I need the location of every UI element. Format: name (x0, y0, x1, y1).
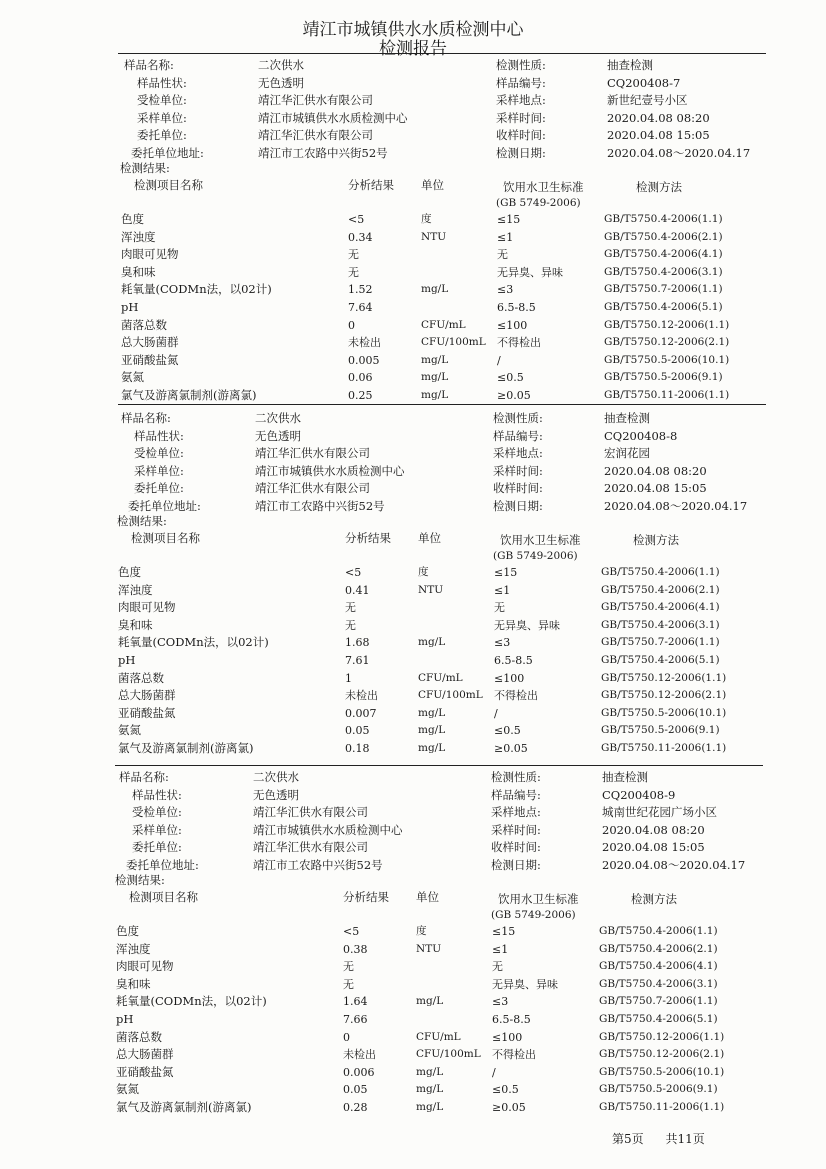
cell-item: 总大肠菌群 (121, 335, 179, 350)
label-sample-property: 样品性状: (137, 75, 187, 90)
value-test-date: 2020.04.08～2020.04.17 (602, 857, 746, 872)
cell-result: 0.25 (348, 389, 373, 402)
cell-result: 0.34 (348, 230, 373, 244)
cell-item: 浑浊度 (116, 941, 151, 956)
cell-method: GB/T5750.12-2006(2.1) (599, 1048, 725, 1061)
cell-standard: ≤15 (494, 566, 518, 579)
cell-item: 亚硝酸盐氮 (118, 705, 176, 720)
cell-unit: mg/L (416, 1101, 444, 1113)
label-sample-name: 样品名称: (124, 58, 174, 72)
cell-item: 氨氮 (116, 1082, 139, 1097)
cell-unit: NTU (416, 942, 442, 955)
cell-result: 未检出 (345, 689, 378, 703)
cell-standard: ≤3 (494, 636, 511, 650)
cell-standard: 无 (497, 248, 508, 262)
label-receive-time: 收样时间: (491, 840, 541, 854)
cell-standard: 无异臭、异味 (497, 265, 563, 279)
value-sampling-time: 2020.04.08 08:20 (607, 110, 710, 125)
label-sampling-site: 采样地点: (496, 93, 546, 107)
cell-unit: 度 (418, 566, 429, 578)
cell-method: GB/T5750.4-2006(3.1) (601, 618, 720, 631)
value-inspected-unit: 靖江华汇供水有限公司 (255, 446, 370, 460)
cell-result: <5 (343, 925, 360, 938)
cell-method: GB/T5750.5-2006(10.1) (599, 1065, 725, 1078)
column-header-standard: 饮用水卫生标准 (500, 533, 581, 547)
cell-item: 肉眼可见物 (121, 247, 179, 262)
label-sampling-time: 采样时间: (493, 463, 543, 478)
cell-method: GB/T5750.5-2006(10.1) (604, 353, 730, 366)
value-test-nature: 抽查检测 (602, 770, 648, 784)
cell-unit: CFU/mL (418, 671, 463, 684)
cell-standard: / (497, 353, 501, 367)
cell-unit: 度 (416, 925, 427, 937)
cell-item: 色度 (116, 924, 139, 938)
cell-unit: 度 (421, 213, 432, 225)
value-entrust-address: 靖江市工农路中兴街52号 (253, 857, 383, 872)
cell-unit: CFU/100mL (416, 1048, 481, 1061)
cell-method: GB/T5750.7-2006(1.1) (599, 995, 718, 1008)
column-header-result: 分析结果 (343, 890, 389, 904)
cell-standard: ≤0.5 (494, 724, 521, 738)
cell-standard: ≤100 (492, 1030, 523, 1044)
cell-item: 亚硝酸盐氮 (121, 352, 179, 367)
cell-standard: ≤100 (497, 318, 528, 332)
cell-unit: mg/L (416, 1083, 444, 1096)
cell-unit: mg/L (418, 724, 446, 737)
cell-standard: ≥0.05 (497, 389, 531, 402)
cell-result: 7.61 (345, 654, 370, 667)
report-subtitle: 检测报告 (379, 39, 447, 59)
cell-method: GB/T5750.12-2006(2.1) (604, 336, 730, 349)
cell-item: 耗氧量(CODMn法，以02计) (116, 994, 267, 1009)
column-header-standard-sub: (GB 5749-2006) (493, 550, 578, 562)
cell-standard: 6.5-8.5 (492, 1013, 531, 1026)
cell-result: 0.28 (343, 1101, 368, 1114)
cell-standard: ≤1 (497, 230, 514, 244)
cell-result: 未检出 (343, 1048, 376, 1062)
cell-item: 臭和味 (116, 976, 151, 991)
cell-standard: ≤1 (494, 583, 511, 597)
cell-standard: 不得检出 (492, 1048, 536, 1062)
label-test-date: 检测日期: (496, 145, 546, 160)
cell-result: 7.66 (343, 1013, 368, 1026)
cell-standard: ≤15 (497, 213, 521, 226)
cell-method: GB/T5750.4-2006(3.1) (599, 977, 718, 990)
cell-item: 耗氧量(CODMn法，以02计) (118, 635, 269, 650)
value-receive-time: 2020.04.08 15:05 (607, 128, 710, 142)
cell-item: 浑浊度 (121, 229, 156, 244)
label-entrust-unit: 委托单位: (137, 128, 187, 142)
cell-item: 色度 (121, 212, 144, 226)
value-sampling-time: 2020.04.08 08:20 (604, 463, 707, 478)
cell-item: pH (121, 300, 139, 314)
cell-unit: CFU/100mL (421, 336, 486, 349)
label-sample-name: 样品名称: (121, 411, 171, 425)
cell-method: GB/T5750.4-2006(2.1) (604, 230, 723, 243)
cell-method: GB/T5750.7-2006(1.1) (601, 636, 720, 649)
cell-result: 0 (343, 1030, 350, 1044)
label-sampling-time: 采样时间: (491, 822, 541, 837)
column-header-unit: 单位 (416, 890, 439, 904)
cell-method: GB/T5750.5-2006(10.1) (601, 706, 727, 719)
cell-standard: ≤3 (497, 283, 514, 297)
cell-result: 无 (348, 248, 359, 262)
label-sample-property: 样品性状: (134, 428, 184, 443)
cell-result: 未检出 (348, 336, 381, 350)
cell-item: 氯气及游离氯制剂(游离氯) (118, 741, 254, 755)
value-sampling-unit: 靖江市城镇供水水质检测中心 (255, 463, 405, 478)
cell-result: 0.05 (345, 724, 370, 738)
cell-standard: ≥0.05 (492, 1101, 526, 1114)
cell-unit: mg/L (421, 353, 449, 366)
cell-standard: ≥0.05 (494, 742, 528, 755)
column-header-method: 检测方法 (636, 180, 682, 194)
cell-result: 0.38 (343, 942, 368, 956)
cell-item: 肉眼可见物 (118, 600, 176, 615)
cell-method: GB/T5750.12-2006(2.1) (601, 689, 727, 702)
cell-standard: 无 (492, 960, 503, 974)
value-inspected-unit: 靖江华汇供水有限公司 (253, 805, 368, 819)
column-header-item: 检测项目名称 (134, 178, 203, 192)
cell-result: <5 (345, 566, 362, 579)
cell-result: 0.005 (348, 353, 380, 367)
cell-item: 菌落总数 (121, 317, 167, 332)
label-sampling-unit: 采样单位: (137, 110, 187, 125)
cell-method: GB/T5750.4-2006(1.1) (601, 566, 720, 578)
label-test-date: 检测日期: (491, 857, 541, 872)
cell-item: 臭和味 (118, 617, 153, 632)
column-header-standard-sub: (GB 5749-2006) (491, 909, 576, 921)
cell-standard: 不得检出 (494, 689, 538, 703)
cell-method: GB/T5750.4-2006(1.1) (599, 925, 718, 937)
cell-result: 1.52 (348, 283, 373, 297)
label-test-nature: 检测性质: (491, 770, 541, 784)
value-receive-time: 2020.04.08 15:05 (602, 840, 705, 854)
cell-result: 0.06 (348, 371, 373, 385)
value-test-nature: 抽查检测 (604, 411, 650, 425)
cell-unit: mg/L (416, 995, 444, 1008)
label-sample-property: 样品性状: (132, 787, 182, 802)
cell-standard: 6.5-8.5 (494, 654, 533, 667)
cell-item: 氯气及游离氯制剂(游离氯) (116, 1100, 252, 1114)
cell-unit: mg/L (421, 283, 449, 296)
cell-unit: mg/L (418, 706, 446, 719)
cell-item: 氨氮 (118, 723, 141, 738)
value-entrust-address: 靖江市工农路中兴街52号 (255, 498, 385, 513)
column-header-unit: 单位 (421, 178, 444, 192)
cell-result: 0 (348, 318, 355, 332)
label-test-nature: 检测性质: (493, 411, 543, 425)
cell-result: 1.64 (343, 995, 368, 1009)
cell-standard: 6.5-8.5 (497, 301, 536, 314)
report-org-title: 靖江市城镇供水水质检测中心 (302, 20, 524, 40)
label-sample-no: 样品编号: (491, 787, 541, 802)
label-inspected-unit: 受检单位: (134, 446, 184, 460)
cell-standard: / (494, 706, 498, 720)
cell-item: pH (118, 653, 136, 667)
value-sampling-site: 新世纪壹号小区 (607, 93, 688, 107)
cell-unit: mg/L (418, 742, 446, 754)
cell-method: GB/T5750.4-2006(2.1) (601, 583, 720, 596)
label-entrust-address: 委托单位地址: (128, 498, 201, 513)
cell-result: 无 (343, 977, 354, 991)
value-sample-name: 二次供水 (258, 58, 304, 72)
cell-standard: ≤0.5 (492, 1083, 519, 1097)
cell-method: GB/T5750.11-2006(1.1) (604, 389, 730, 401)
label-entrust-address: 委托单位地址: (126, 857, 199, 872)
label-entrust-unit: 委托单位: (134, 481, 184, 495)
cell-item: 总大肠菌群 (118, 688, 176, 703)
cell-method: GB/T5750.4-2006(2.1) (599, 942, 718, 955)
results-label: 检测结果: (120, 161, 170, 175)
cell-unit: NTU (418, 583, 444, 596)
value-sample-name: 二次供水 (253, 770, 299, 784)
column-header-standard-sub: (GB 5749-2006) (496, 197, 581, 209)
label-sample-no: 样品编号: (496, 75, 546, 90)
cell-result: 1 (345, 671, 352, 685)
cell-result: 无 (348, 265, 359, 279)
value-entrust-unit: 靖江华汇供水有限公司 (253, 840, 368, 854)
label-sampling-site: 采样地点: (493, 446, 543, 460)
cell-method: GB/T5750.12-2006(1.1) (599, 1030, 725, 1043)
label-entrust-unit: 委托单位: (132, 840, 182, 854)
label-sample-name: 样品名称: (119, 770, 169, 784)
cell-method: GB/T5750.12-2006(1.1) (601, 671, 727, 684)
label-receive-time: 收样时间: (496, 128, 546, 142)
cell-item: 浑浊度 (118, 582, 153, 597)
label-inspected-unit: 受检单位: (132, 805, 182, 819)
cell-item: pH (116, 1012, 134, 1026)
value-sample-name: 二次供水 (255, 411, 301, 425)
value-sampling-unit: 靖江市城镇供水水质检测中心 (258, 110, 408, 125)
value-test-nature: 抽查检测 (607, 58, 653, 72)
cell-method: GB/T5750.11-2006(1.1) (601, 742, 727, 754)
page-total: 共11页 (665, 1132, 705, 1146)
cell-standard: 不得检出 (497, 336, 541, 350)
cell-result: 0.05 (343, 1083, 368, 1097)
column-header-standard: 饮用水卫生标准 (498, 892, 579, 906)
page-footer (612, 1130, 705, 1147)
column-header-standard: 饮用水卫生标准 (503, 180, 584, 194)
value-sample-property: 无色透明 (255, 428, 301, 443)
cell-item: 臭和味 (121, 264, 156, 279)
cell-method: GB/T5750.4-2006(5.1) (599, 1013, 718, 1025)
cell-standard: 无异臭、异味 (492, 977, 558, 991)
results-label: 检测结果: (117, 514, 167, 528)
label-receive-time: 收样时间: (493, 481, 543, 495)
value-sample-property: 无色透明 (258, 75, 304, 90)
cell-unit: NTU (421, 230, 447, 243)
column-header-item: 检测项目名称 (129, 890, 198, 904)
cell-item: 耗氧量(CODMn法，以02计) (121, 282, 272, 297)
value-entrust-address: 靖江市工农路中兴街52号 (258, 145, 388, 160)
column-header-result: 分析结果 (345, 531, 391, 545)
cell-standard: ≤100 (494, 671, 525, 685)
value-sampling-site: 城南世纪花园广场小区 (602, 805, 717, 819)
cell-method: GB/T5750.7-2006(1.1) (604, 283, 723, 296)
label-sample-no: 样品编号: (493, 428, 543, 443)
report-section-1 (0, 55, 826, 415)
cell-method: GB/T5750.4-2006(3.1) (604, 265, 723, 278)
column-header-item: 检测项目名称 (131, 531, 200, 545)
cell-standard: / (492, 1065, 496, 1079)
cell-result: 0.41 (345, 583, 370, 597)
value-sampling-unit: 靖江市城镇供水水质检测中心 (253, 822, 403, 837)
cell-result: 1.68 (345, 636, 370, 650)
cell-method: GB/T5750.4-2006(5.1) (601, 654, 720, 666)
column-header-method: 检测方法 (631, 892, 677, 906)
cell-unit: CFU/100mL (418, 689, 483, 702)
cell-method: GB/T5750.5-2006(9.1) (604, 371, 723, 384)
cell-unit: mg/L (421, 371, 449, 384)
section-divider (118, 404, 766, 405)
cell-result: 无 (345, 601, 356, 615)
value-sample-no: CQ200408-8 (604, 428, 678, 443)
cell-standard: 无异臭、异味 (494, 618, 560, 632)
cell-result: 无 (343, 960, 354, 974)
cell-unit: CFU/mL (416, 1030, 461, 1043)
cell-result: 7.64 (348, 301, 373, 314)
section-divider (115, 765, 763, 766)
results-label: 检测结果: (115, 873, 165, 887)
label-entrust-address: 委托单位地址: (131, 145, 204, 160)
value-test-date: 2020.04.08～2020.04.17 (604, 498, 748, 513)
cell-unit: mg/L (416, 1065, 444, 1078)
report-section-2 (0, 408, 826, 768)
label-test-nature: 检测性质: (496, 58, 546, 72)
cell-result: 0.006 (343, 1065, 375, 1079)
cell-method: GB/T5750.4-2006(4.1) (599, 960, 718, 973)
cell-result: 无 (345, 618, 356, 632)
value-sample-no: CQ200408-9 (602, 787, 676, 802)
cell-method: GB/T5750.11-2006(1.1) (599, 1101, 725, 1113)
label-inspected-unit: 受检单位: (137, 93, 187, 107)
value-sampling-site: 宏润花园 (604, 446, 650, 460)
cell-method: GB/T5750.12-2006(1.1) (604, 318, 730, 331)
cell-result: 0.007 (345, 706, 377, 720)
value-sample-property: 无色透明 (253, 787, 299, 802)
cell-item: 菌落总数 (118, 670, 164, 685)
value-sample-no: CQ200408-7 (607, 75, 681, 90)
cell-standard: ≤3 (492, 995, 509, 1009)
report-section-3 (0, 767, 826, 1127)
cell-method: GB/T5750.5-2006(9.1) (601, 724, 720, 737)
cell-item: 总大肠菌群 (116, 1047, 174, 1062)
label-test-date: 检测日期: (493, 498, 543, 513)
cell-unit: CFU/mL (421, 318, 466, 331)
label-sampling-unit: 采样单位: (134, 463, 184, 478)
top-rule (118, 53, 766, 54)
cell-method: GB/T5750.4-2006(1.1) (604, 213, 723, 225)
label-sampling-time: 采样时间: (496, 110, 546, 125)
cell-unit: mg/L (421, 389, 449, 401)
column-header-method: 检测方法 (633, 533, 679, 547)
cell-item: 氯气及游离氯制剂(游离氯) (121, 388, 257, 402)
label-sampling-unit: 采样单位: (132, 822, 182, 837)
cell-unit: mg/L (418, 636, 446, 649)
column-header-unit: 单位 (418, 531, 441, 545)
value-receive-time: 2020.04.08 15:05 (604, 481, 707, 495)
cell-result: 0.18 (345, 742, 370, 755)
cell-standard: ≤1 (492, 942, 509, 956)
cell-item: 亚硝酸盐氮 (116, 1064, 174, 1079)
cell-standard: ≤0.5 (497, 371, 524, 385)
value-entrust-unit: 靖江华汇供水有限公司 (255, 481, 370, 495)
cell-method: GB/T5750.4-2006(5.1) (604, 301, 723, 313)
cell-method: GB/T5750.4-2006(4.1) (601, 601, 720, 614)
page-number: 第5页 (612, 1132, 644, 1146)
value-entrust-unit: 靖江华汇供水有限公司 (258, 128, 373, 142)
value-sampling-time: 2020.04.08 08:20 (602, 822, 705, 837)
value-test-date: 2020.04.08～2020.04.17 (607, 145, 751, 160)
cell-standard: ≤15 (492, 925, 516, 938)
cell-method: GB/T5750.5-2006(9.1) (599, 1083, 718, 1096)
cell-item: 菌落总数 (116, 1029, 162, 1044)
value-inspected-unit: 靖江华汇供水有限公司 (258, 93, 373, 107)
label-sampling-site: 采样地点: (491, 805, 541, 819)
column-header-result: 分析结果 (348, 178, 394, 192)
cell-result: <5 (348, 213, 365, 226)
cell-standard: 无 (494, 601, 505, 615)
cell-method: GB/T5750.4-2006(4.1) (604, 248, 723, 261)
cell-item: 色度 (118, 565, 141, 579)
cell-item: 肉眼可见物 (116, 959, 174, 974)
cell-item: 氨氮 (121, 370, 144, 385)
